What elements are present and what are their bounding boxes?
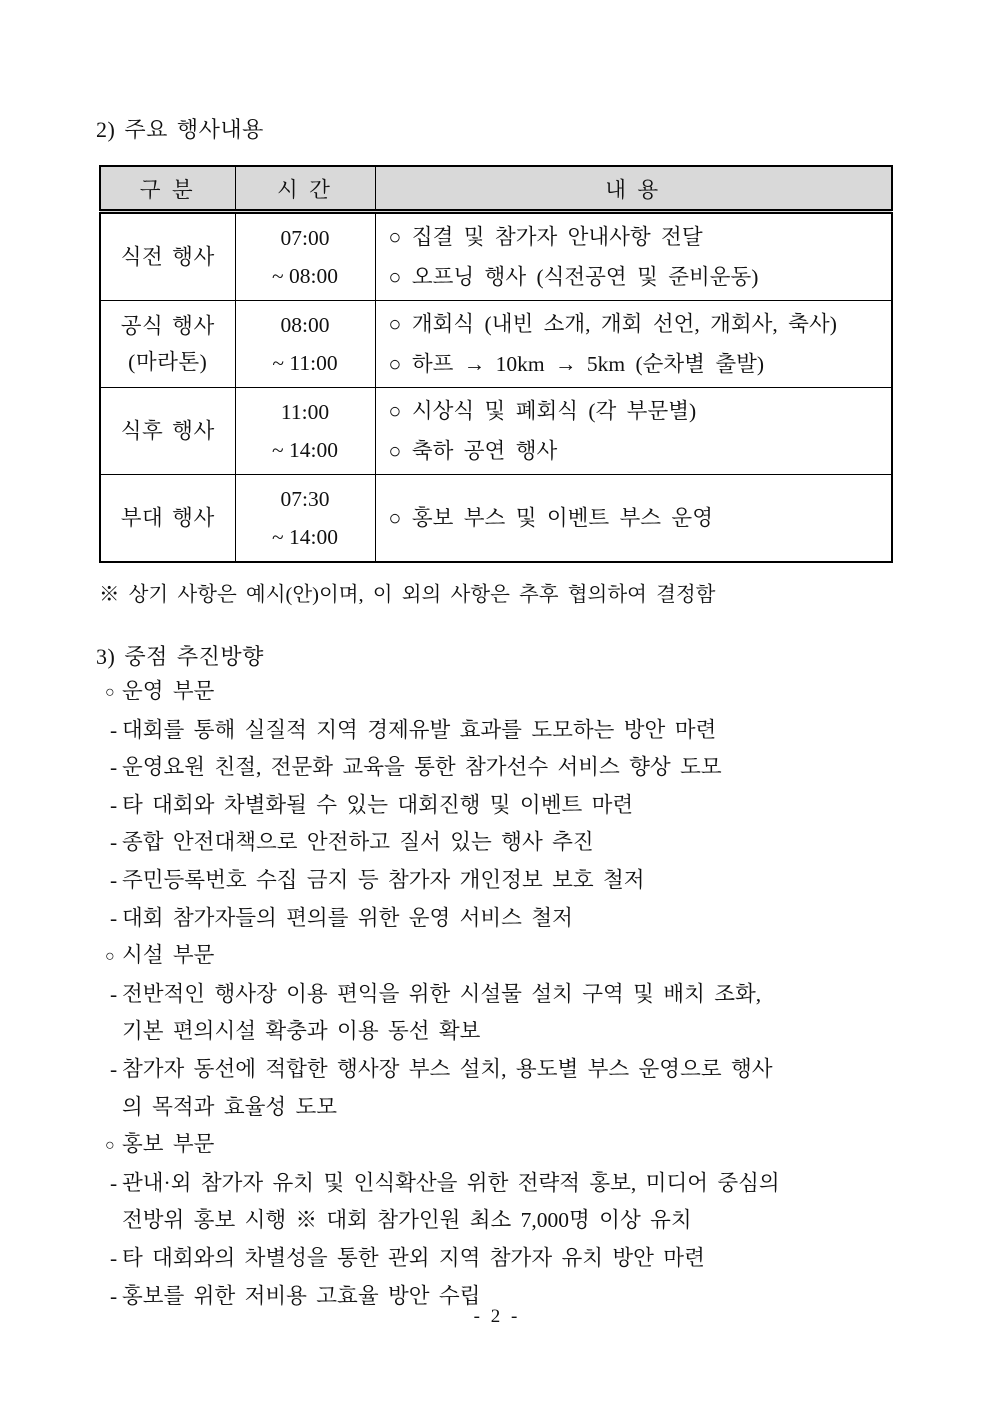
direction-item [96, 824, 892, 862]
direction-item-text: 운영요원 친절, 전문화 교육을 통한 참가선수 서비스 향상 도모 [122, 755, 722, 780]
table-header-category: 구 분 [100, 166, 235, 212]
time-cell: 07:00 ~ 08:00 [235, 212, 375, 301]
direction-item-text: 종합 안전대책으로 안전하고 질서 있는 행사 추진 [122, 830, 594, 855]
content-item: ○ 개회식 (내빈 소개, 개회 선언, 개회사, 축사) [388, 312, 837, 336]
table-footnote: ※ 상기 사항은 예시(안)이며, 이 외의 사항은 추후 협의하여 결정함 [99, 584, 716, 606]
section3-title: 3) 중점 추진방향 [96, 644, 264, 669]
direction-item [96, 976, 892, 1014]
direction-item-text: 대회 참가자들의 편의를 위한 운영 서비스 철저 [122, 905, 573, 930]
category-cell: 식후 행사 [100, 388, 235, 475]
category-cell: 공식 행사 (마라톤) [100, 301, 235, 388]
direction-item-text: 타 대회와 차별화될 수 있는 대회진행 및 이벤트 마련 [122, 792, 634, 817]
content-cell [375, 475, 892, 563]
content-item: ○ 시상식 및 폐회식 (각 부문별) [388, 399, 697, 423]
direction-item-text: 주민등록번호 수집 금지 등 참가자 개인정보 보호 철저 [122, 867, 645, 892]
direction-item-text: 관내·외 참가자 유치 및 인식확산을 위한 전략적 홍보, 미디어 중심의 [122, 1170, 780, 1195]
direction-item [96, 749, 892, 787]
content-item: ○ 오프닝 행사 (식전공연 및 준비운동) [388, 265, 759, 289]
content-cell [375, 301, 892, 388]
direction-group-header [96, 1126, 892, 1165]
direction-item [96, 1051, 892, 1089]
content-item: ○ 하프 → 10km → 5km (순차별 출발) [388, 352, 765, 376]
table-row [100, 388, 892, 475]
dash-bullet-icon: - [110, 1283, 118, 1308]
dash-bullet-icon: - [110, 1056, 118, 1081]
direction-group-label: 홍보 부문 [122, 1132, 215, 1157]
category-cell: 식전 행사 [100, 212, 235, 301]
direction-item-text: 대회를 통해 실질적 지역 경제유발 효과를 도모하는 방안 마련 [122, 717, 717, 742]
direction-group-label: 시설 부문 [122, 943, 215, 968]
circle-bullet-icon: ○ [105, 1137, 115, 1155]
direction-item-text: 참가자 동선에 적합한 행사장 부스 설치, 용도별 부스 운영으로 행사 [122, 1056, 773, 1081]
dash-bullet-icon: - [110, 905, 118, 930]
dash-bullet-icon: - [110, 717, 118, 742]
direction-item [96, 1240, 892, 1278]
content-cell [375, 388, 892, 475]
dash-bullet-icon: - [110, 1170, 118, 1195]
page-number: - 2 - [473, 1306, 519, 1327]
direction-group-header [96, 673, 892, 712]
direction-item [96, 712, 892, 750]
content-cell [375, 212, 892, 301]
content-item: ○ 홍보 부스 및 이벤트 부스 운영 [388, 506, 713, 530]
content-item: ○ 집결 및 참가자 안내사항 전달 [388, 225, 703, 249]
time-cell: 07:30 ~ 14:00 [235, 475, 375, 563]
category-cell: 부대 행사 [100, 475, 235, 563]
table-header-time: 시 간 [235, 166, 375, 212]
dash-bullet-icon: - [110, 830, 118, 855]
table-row [100, 475, 892, 563]
direction-item [96, 787, 892, 825]
direction-group-label: 운영 부문 [122, 679, 215, 703]
table-row [100, 301, 892, 388]
direction-item-continuation: 전방위 홍보 시행 ※ 대회 참가인원 최소 7,000명 이상 유치 [122, 1208, 692, 1233]
direction-item [96, 900, 892, 938]
table-header-content: 내 용 [375, 166, 892, 212]
dash-bullet-icon: - [110, 792, 118, 817]
direction-item [96, 862, 892, 900]
dash-bullet-icon: - [110, 867, 118, 892]
direction-item-text: 타 대회와의 차별성을 통한 관외 지역 참가자 유치 방안 마련 [122, 1245, 705, 1270]
dash-bullet-icon: - [110, 755, 118, 780]
direction-item [96, 1165, 892, 1203]
direction-item-text: 홍보를 위한 저비용 고효율 방안 수립 [122, 1283, 481, 1308]
direction-item-text: 전반적인 행사장 이용 편익을 위한 시설물 설치 구역 및 배치 조화, [122, 981, 762, 1006]
table-row [100, 212, 892, 301]
dash-bullet-icon: - [110, 981, 118, 1006]
direction-item-continuation: 의 목적과 효율성 도모 [122, 1094, 338, 1119]
event-schedule-table [99, 165, 893, 563]
table-header-row [100, 166, 892, 212]
section2-title: 2) 주요 행사내용 [96, 117, 264, 142]
circle-bullet-icon: ○ [105, 948, 115, 966]
direction-group-header [96, 937, 892, 976]
circle-bullet-icon: ○ [105, 684, 115, 701]
direction-item-continuation: 기본 편의시설 확충과 이용 동선 확보 [122, 1019, 481, 1044]
time-cell: 11:00 ~ 14:00 [235, 388, 375, 475]
dash-bullet-icon: - [110, 1245, 118, 1270]
time-cell: 08:00 ~ 11:00 [235, 301, 375, 388]
directions-list [96, 673, 892, 1315]
content-item: ○ 축하 공연 행사 [388, 439, 558, 463]
